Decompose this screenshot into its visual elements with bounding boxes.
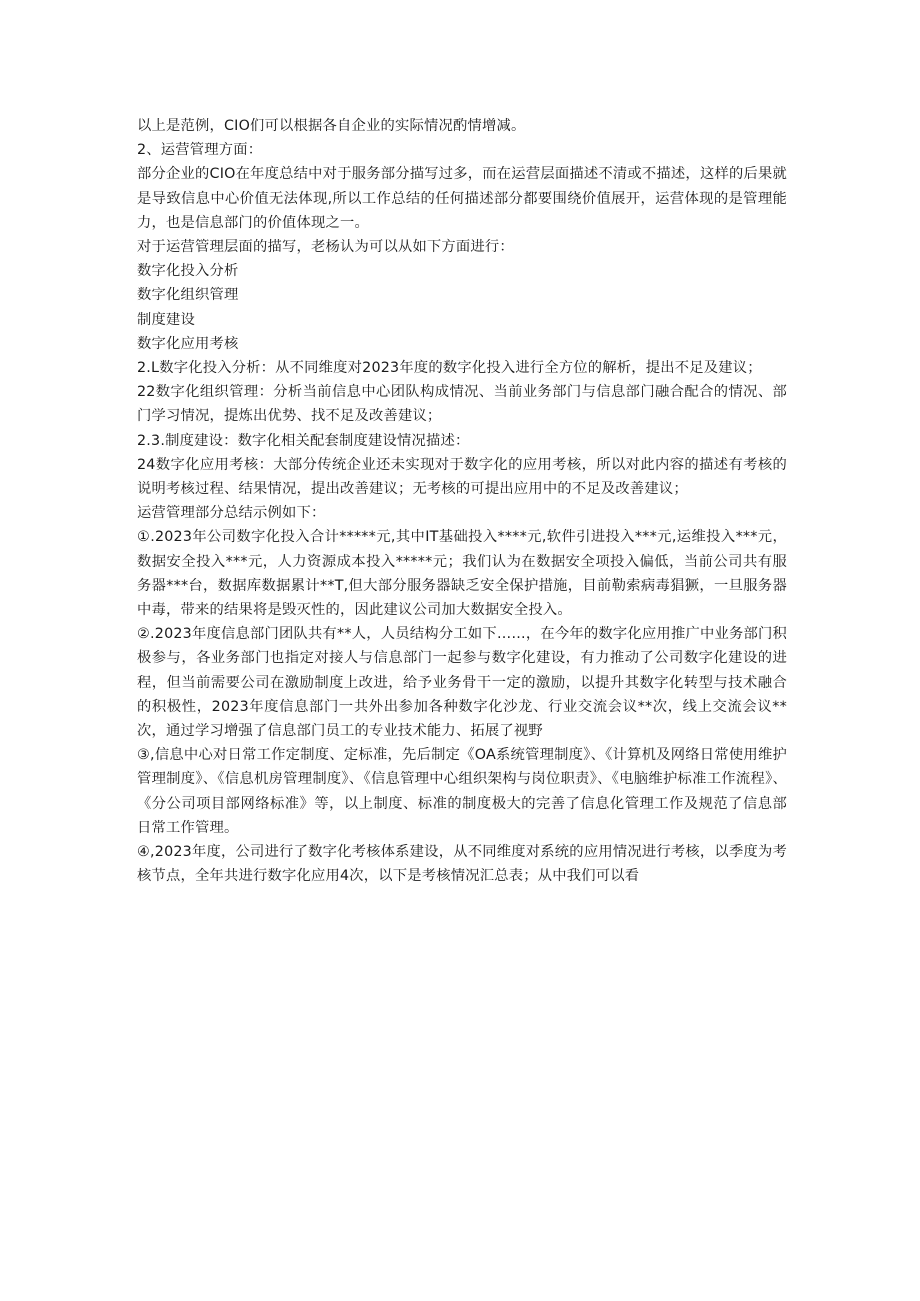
list-item-investment: 数字化投入分析 bbox=[137, 263, 239, 280]
example-item-1: ①.2023年公司数字化投入合计*****元,其中IT基础投入****元,软件引进投入***元,运维投入***元，数据安全投入***元，人力资源成本投入*****元；我们认为在数据安全项投入偏低，当前公司共有服务器***台，数据库数据累计**T,但大部分服务器缺乏安全保护措施，目前勒索病毒猖獗，一旦服务器中毒，带来的结果将是毁灭性的，因此建议公司加大数据安全投入。 bbox=[137, 529, 787, 619]
paragraph-intro: 以上是范例，CIO们可以根据各自企业的实际情况酌情增减。 bbox=[137, 118, 526, 134]
subsection-2-1: 2.L数字化投入分析：从不同维度对2023年度的数字化投入进行全方位的解析，提出不足及建议； bbox=[137, 360, 762, 377]
subsection-2-4: 24数字化应用考核：大部分传统企业还未实现对于数字化的应用考核，所以对此内容的描述有考核的说明考核过程、结果情况，提出改善建议；无考核的可提出应用中的不足及改善建议； bbox=[137, 456, 787, 498]
subsection-2-3: 2.3.制度建设：数字化相关配套制度建设情况描述： bbox=[137, 432, 470, 449]
section-heading-operations: 2、运营管理方面： bbox=[137, 142, 263, 159]
list-item-organization: 数字化组织管理 bbox=[137, 287, 239, 304]
example-item-3: ③,信息中心对日常工作定制度、定标准，先后制定《OA系统管理制度》、《计算机及网络日常使用维护管理制度》、《信息机房管理制度》、《信息管理中心组织架构与岗位职责》、《电脑维护标准工作流程》、《分公司项目部网络标准》等，以上制度、标准的制度极大的完善了信息化管理工作及规范了信息部日常工作管理。 bbox=[137, 747, 787, 836]
paragraph-aspects-intro: 对于运营管理层面的描写，老杨认为可以从如下方面进行： bbox=[137, 239, 514, 256]
subsection-2-2: 22数字化组织管理：分析当前信息中心团队构成情况、当前业务部门与信息部门融合配合的情况、部门学习情况，提炼出优势、找不足及改善建议； bbox=[137, 384, 787, 425]
document-body bbox=[137, 114, 787, 889]
paragraph-example-intro: 运营管理部分总结示例如下： bbox=[137, 505, 326, 522]
list-item-system: 制度建设 bbox=[137, 311, 195, 328]
paragraph-problem: 部分企业的CIO在年度总结中对于服务部分描写过多，而在运营层面描述不清或不描述，这样的后果就是导致信息中心价值无法体现,所以工作总结的任何描述部分都要围绕价值展开，运营体现的是管理能力，也是信息部门的价值体现之一。 bbox=[137, 166, 787, 231]
example-item-4: ④,2023年度，公司进行了数字化考核体系建设，从不同维度对系统的应用情况进行考核，以季度为考核节点，全年共进行数字化应用4次，以下是考核情况汇总表；从中我们可以看 bbox=[137, 844, 787, 885]
example-item-2: ②.2023年度信息部门团队共有**人，人员结构分工如下……，在今年的数字化应用推广中业务部门积极参与，各业务部门也指定对接人与信息部门一起参与数字化建设，有力推动了公司数字化建设的进程，但当前需要公司在激励制度上改进，给予业务骨干一定的激励，以提升其数字化转型与技术融合的积极性，2023年度信息部门一共外出参加各种数字化沙龙、行业交流会议**次，线上交流会议**次，通过学习增强了信息部门员工的专业技术能力、拓展了视野 bbox=[137, 626, 787, 740]
list-item-assessment: 数字化应用考核 bbox=[137, 335, 239, 352]
